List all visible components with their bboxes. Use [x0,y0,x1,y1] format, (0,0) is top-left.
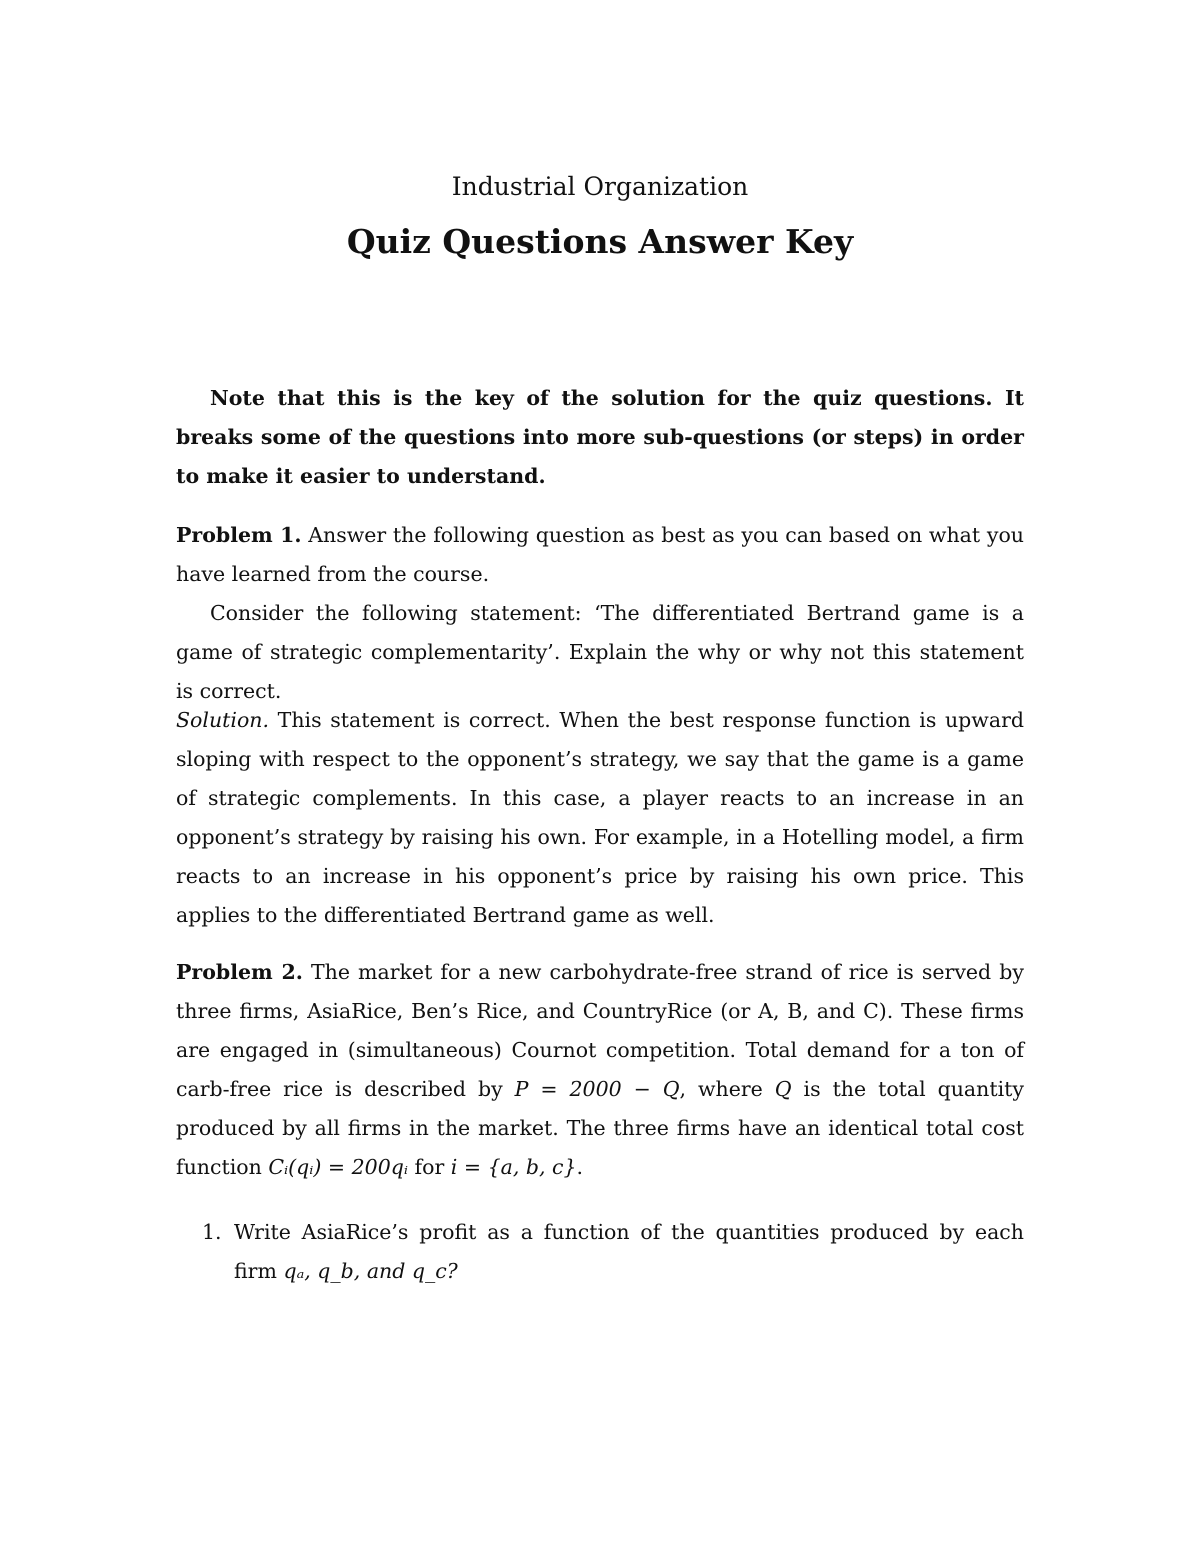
problem-2-text-4: for [414,1155,445,1179]
problem-2-label: Problem 2. [176,960,303,984]
problem-2-text [176,953,1024,1187]
problem-1-question-text: Answer the following question as best as you can based on what you have learned from the course. [176,523,1024,586]
problem-2-text-1: The market for a new carbohydrate-free strand of rice is served by three firms, AsiaRice, Ben’s Rice, and CountryRice (or A, B, and C). These firms are engaged in (simultaneous) Cournot competition. Total demand for a ton of carb-free rice is described by [176,960,1024,1101]
quantity-variable: Q [774,1077,792,1101]
problem-2-text-3: is the total quantity produced by all firms in the market. The three firms have an identical total cost function [176,1077,1024,1179]
problem-1-solution [176,701,1024,935]
course-name: Industrial Organization [451,172,749,201]
problem-2-text-2: , where [679,1077,763,1101]
list-item-number: 1. [202,1220,222,1244]
page-title: Quiz Questions Answer Key [346,222,854,261]
solution-label: Solution. [176,708,270,732]
intro-note: Note that this is the key of the solution for the quiz questions. It breaks some of the questions into more sub-questions (or steps) in order to make it easier to understand. [176,386,1024,488]
solution-text: This statement is correct. When the best response function is upward sloping with respect to the opponent’s strategy, we say that the game is a game of strategic complements. In this case, a player reacts to an increase in an opponent’s strategy by raising his own. For example, in a Hotelling model, a firm reacts to an increase in his opponent’s price by raising his own price. This applies to the differentiated Bertrand game as well. [176,708,1024,927]
index-set: i = {a, b, c} [450,1155,577,1179]
problem-2-subquestions [202,1213,1024,1291]
problem-2-text-5: . [576,1155,584,1179]
list-item-variables: qₐ, q_b, and q_c? [283,1259,458,1283]
list-item-text: Write AsiaRice’s profit as a function of the quantities produced by each firm [234,1220,1024,1283]
problem-1-question [176,516,1024,594]
problem-1-label: Problem 1. [176,523,302,547]
list-item [202,1213,1024,1291]
cost-equation: Cᵢ(qᵢ) = 200qᵢ [268,1155,408,1179]
demand-equation: P = 2000 − Q [514,1077,680,1101]
problem-1-statement: Consider the following statement: ‘The differentiated Bertrand game is a game of strategic complementarity’. Explain the why or why not this statement is correct. [176,601,1024,703]
